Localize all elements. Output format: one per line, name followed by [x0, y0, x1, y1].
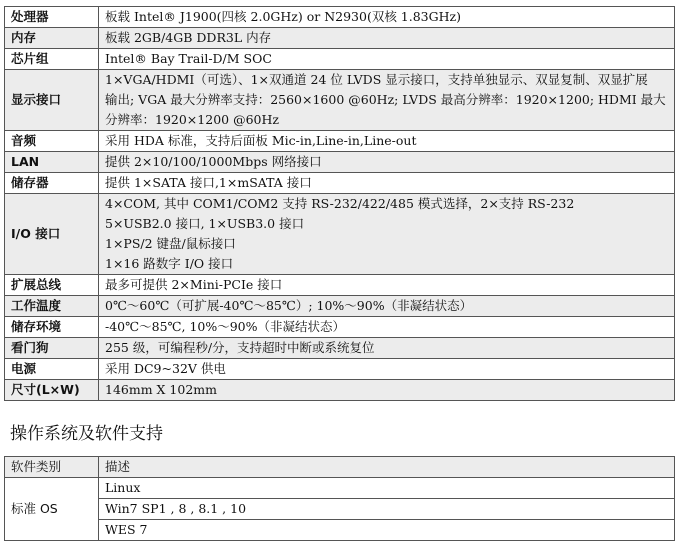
spec-value-line: 1×PS/2 键盘/鼠标接口	[105, 236, 236, 251]
spec-label: LAN	[5, 152, 99, 173]
spec-label: 扩展总线	[5, 275, 99, 296]
spec-value	[99, 173, 675, 194]
spec-label: 看门狗	[5, 338, 99, 359]
spec-value-line: 输出; VGA 最大分辨率支持：2560×1600 @60Hz; LVDS 最高分辨率：1920×1200; HDMI 最大	[105, 92, 666, 107]
spec-value	[99, 49, 675, 70]
spec-value	[99, 317, 675, 338]
spec-row	[5, 275, 675, 296]
spec-label: 储存器	[5, 173, 99, 194]
spec-label: 音频	[5, 131, 99, 152]
spec-value-line: 提供 2×10/100/1000Mbps 网络接口	[105, 154, 322, 169]
spec-value	[99, 152, 675, 173]
spec-row	[5, 359, 675, 380]
spec-row	[5, 317, 675, 338]
spec-row	[5, 194, 675, 275]
spec-value	[99, 194, 675, 275]
spec-label: 显示接口	[5, 70, 99, 131]
spec-label: 尺寸(L×W)	[5, 380, 99, 401]
spec-value-line: 提供 1×SATA 接口,1×mSATA 接口	[105, 175, 312, 190]
spec-value	[99, 338, 675, 359]
spec-value-line: 146mm X 102mm	[105, 382, 217, 397]
os-item: Win7 SP1 , 8 , 8.1 , 10	[99, 499, 675, 520]
spec-row	[5, 28, 675, 49]
spec-value	[99, 131, 675, 152]
spec-value-line: 最多可提供 2×Mini-PCIe 接口	[105, 277, 283, 292]
spec-row	[5, 380, 675, 401]
spec-row	[5, 49, 675, 70]
spec-label: 工作温度	[5, 296, 99, 317]
spec-row	[5, 70, 675, 131]
spec-label: 处理器	[5, 7, 99, 28]
spec-value-line: Intel® Bay Trail-D/M SOC	[105, 51, 272, 66]
spec-value	[99, 7, 675, 28]
spec-row	[5, 296, 675, 317]
software-table-header	[5, 457, 675, 478]
spec-label: I/O 接口	[5, 194, 99, 275]
os-row	[5, 520, 675, 541]
os-section-title: 操作系统及软件支持	[10, 424, 163, 444]
spec-row	[5, 152, 675, 173]
spec-value	[99, 359, 675, 380]
header-description: 描述	[99, 457, 675, 478]
spec-label: 电源	[5, 359, 99, 380]
os-category: 标准 OS	[5, 478, 99, 541]
spec-value	[99, 296, 675, 317]
spec-table	[4, 6, 675, 401]
spec-value-line: 板载 Intel® J1900(四核 2.0GHz) or N2930(双核 1.83GHz)	[105, 9, 461, 24]
os-item: WES 7	[99, 520, 675, 541]
spec-value-line: 板载 2GB/4GB DDR3L 内存	[105, 30, 272, 45]
spec-value	[99, 380, 675, 401]
spec-value-line: 1×16 路数字 I/O 接口	[105, 256, 234, 271]
spec-value	[99, 275, 675, 296]
os-row	[5, 499, 675, 520]
spec-row	[5, 173, 675, 194]
os-row	[5, 478, 675, 499]
spec-value-line: -40℃～85℃, 10%～90%（非凝结状态）	[105, 319, 346, 334]
spec-label: 芯片组	[5, 49, 99, 70]
spec-value-line: 0℃～60℃（可扩展-40℃～85℃）; 10%～90%（非凝结状态）	[105, 298, 473, 313]
software-table	[4, 456, 675, 541]
spec-value-line: 分辨率：1920×1200 @60Hz	[105, 112, 279, 127]
spec-value	[99, 28, 675, 49]
spec-value	[99, 70, 675, 131]
spec-value-line: 5×USB2.0 接口, 1×USB3.0 接口	[105, 216, 305, 231]
spec-label: 内存	[5, 28, 99, 49]
spec-value-line: 采用 DC9~32V 供电	[105, 361, 226, 376]
spec-value-line: 255 级，可编程秒/分，支持超时中断或系统复位	[105, 340, 375, 355]
spec-label: 储存环境	[5, 317, 99, 338]
spec-value-line: 4×COM, 其中 COM1/COM2 支持 RS-232/422/485 模式选择，2×支持 RS-232	[105, 196, 575, 211]
os-item: Linux	[99, 478, 675, 499]
spec-row	[5, 338, 675, 359]
header-category: 软件类别	[5, 457, 99, 478]
spec-value-line: 1×VGA/HDMI（可选）、1×双通道 24 位 LVDS 显示接口，支持单独显示、双显复制、双显扩展	[105, 72, 648, 87]
spec-row	[5, 7, 675, 28]
spec-value-line: 采用 HDA 标准，支持后面板 Mic-in,Line-in,Line-out	[105, 133, 417, 148]
spec-row	[5, 131, 675, 152]
